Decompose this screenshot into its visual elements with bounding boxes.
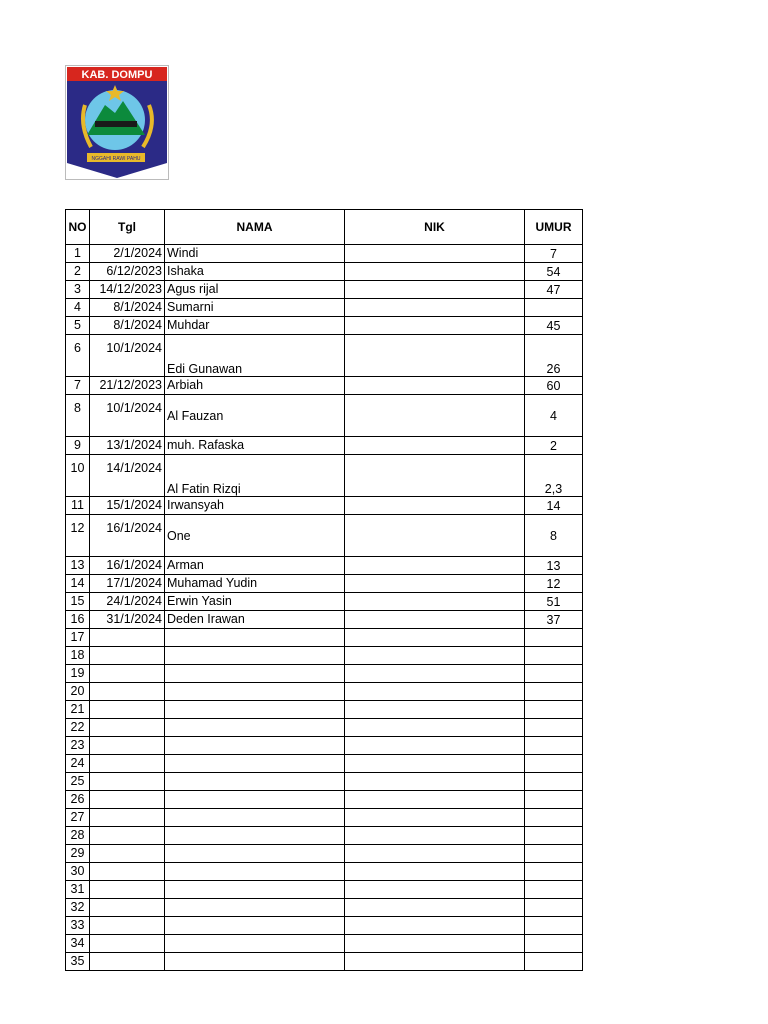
- cell-tgl: [90, 755, 165, 773]
- cell-no: 3: [66, 281, 90, 299]
- cell-umur: 12: [525, 575, 583, 593]
- table-row: [66, 299, 583, 317]
- cell-nik: [345, 455, 525, 497]
- cell-tgl: 21/12/2023: [90, 377, 165, 395]
- cell-tgl: [90, 683, 165, 701]
- cell-no: 9: [66, 437, 90, 455]
- cell-umur: [525, 845, 583, 863]
- table-row: [66, 455, 583, 497]
- cell-nama: Erwin Yasin: [165, 593, 345, 611]
- cell-nik: [345, 773, 525, 791]
- cell-nama: Muhdar: [165, 317, 345, 335]
- cell-no: 30: [66, 863, 90, 881]
- cell-nama: [165, 899, 345, 917]
- cell-umur: [525, 827, 583, 845]
- cell-no: 17: [66, 629, 90, 647]
- table-row: [66, 437, 583, 455]
- table-row: [66, 335, 583, 377]
- registration-table: [65, 209, 583, 971]
- cell-nik: [345, 845, 525, 863]
- cell-tgl: 16/1/2024: [90, 515, 165, 557]
- cell-umur: [525, 863, 583, 881]
- cell-umur: 54: [525, 263, 583, 281]
- col-header-no: NO: [66, 210, 90, 245]
- cell-tgl: 16/1/2024: [90, 557, 165, 575]
- cell-no: 4: [66, 299, 90, 317]
- cell-umur: [525, 737, 583, 755]
- cell-nama: [165, 629, 345, 647]
- table-row: [66, 377, 583, 395]
- cell-tgl: [90, 629, 165, 647]
- cell-nik: [345, 827, 525, 845]
- kab-dompu-crest-icon: [65, 65, 169, 180]
- cell-nik: [345, 281, 525, 299]
- cell-no: 28: [66, 827, 90, 845]
- cell-umur: 60: [525, 377, 583, 395]
- cell-no: 16: [66, 611, 90, 629]
- cell-no: 7: [66, 377, 90, 395]
- cell-nik: [345, 863, 525, 881]
- cell-tgl: [90, 917, 165, 935]
- cell-no: 31: [66, 881, 90, 899]
- cell-tgl: [90, 953, 165, 971]
- cell-umur: [525, 647, 583, 665]
- cell-nik: [345, 881, 525, 899]
- cell-tgl: 14/1/2024: [90, 455, 165, 497]
- cell-no: 8: [66, 395, 90, 437]
- cell-umur: [525, 953, 583, 971]
- cell-nik: [345, 809, 525, 827]
- cell-nama: Ishaka: [165, 263, 345, 281]
- cell-nama: [165, 917, 345, 935]
- logo-title: KAB. DOMPU: [81, 69, 153, 81]
- cell-tgl: [90, 899, 165, 917]
- table-row: [66, 245, 583, 263]
- cell-nik: [345, 683, 525, 701]
- cell-umur: 26: [525, 335, 583, 377]
- cell-umur: 51: [525, 593, 583, 611]
- cell-nik: [345, 647, 525, 665]
- table-header-row: [66, 210, 583, 245]
- table-row: [66, 953, 583, 971]
- cell-nik: [345, 497, 525, 515]
- table-row: [66, 395, 583, 437]
- cell-no: 19: [66, 665, 90, 683]
- table-row: [66, 737, 583, 755]
- table-row: [66, 917, 583, 935]
- cell-tgl: 17/1/2024: [90, 575, 165, 593]
- cell-nama: [165, 683, 345, 701]
- cell-tgl: 13/1/2024: [90, 437, 165, 455]
- logo-motto: NGGAHI RAWI PAHU: [91, 156, 141, 162]
- cell-nama: [165, 791, 345, 809]
- table-row: [66, 881, 583, 899]
- table-row: [66, 719, 583, 737]
- cell-nik: [345, 557, 525, 575]
- cell-tgl: [90, 791, 165, 809]
- col-header-tgl: Tgl: [90, 210, 165, 245]
- cell-umur: 7: [525, 245, 583, 263]
- cell-tgl: [90, 827, 165, 845]
- cell-nama: [165, 827, 345, 845]
- table-row: [66, 791, 583, 809]
- cell-nik: [345, 629, 525, 647]
- table-row: [66, 665, 583, 683]
- table-row: [66, 899, 583, 917]
- table-row: [66, 827, 583, 845]
- cell-tgl: [90, 737, 165, 755]
- cell-nama: Arbiah: [165, 377, 345, 395]
- table-row: [66, 809, 583, 827]
- cell-umur: [525, 701, 583, 719]
- cell-no: 25: [66, 773, 90, 791]
- cell-nama: Al Fauzan: [165, 395, 345, 437]
- cell-umur: [525, 683, 583, 701]
- table-row: [66, 515, 583, 557]
- cell-tgl: 24/1/2024: [90, 593, 165, 611]
- cell-tgl: [90, 881, 165, 899]
- cell-tgl: 15/1/2024: [90, 497, 165, 515]
- cell-tgl: [90, 863, 165, 881]
- cell-no: 34: [66, 935, 90, 953]
- cell-nama: [165, 863, 345, 881]
- table-row: [66, 611, 583, 629]
- cell-no: 18: [66, 647, 90, 665]
- table-row: [66, 557, 583, 575]
- table-body: [66, 245, 583, 971]
- cell-no: 2: [66, 263, 90, 281]
- cell-umur: [525, 935, 583, 953]
- cell-nik: [345, 263, 525, 281]
- cell-tgl: [90, 845, 165, 863]
- table-row: [66, 281, 583, 299]
- cell-no: 15: [66, 593, 90, 611]
- table-row: [66, 683, 583, 701]
- cell-nik: [345, 515, 525, 557]
- cell-umur: 37: [525, 611, 583, 629]
- cell-tgl: 8/1/2024: [90, 299, 165, 317]
- cell-nama: Sumarni: [165, 299, 345, 317]
- cell-no: 6: [66, 335, 90, 377]
- cell-no: 14: [66, 575, 90, 593]
- cell-no: 22: [66, 719, 90, 737]
- cell-umur: [525, 629, 583, 647]
- table-row: [66, 575, 583, 593]
- table-row: [66, 845, 583, 863]
- cell-nama: Al Fatin Rizqi: [165, 455, 345, 497]
- cell-nama: [165, 737, 345, 755]
- cell-nama: Muhamad Yudin: [165, 575, 345, 593]
- cell-nama: Irwansyah: [165, 497, 345, 515]
- cell-umur: 13: [525, 557, 583, 575]
- table-row: [66, 701, 583, 719]
- cell-no: 20: [66, 683, 90, 701]
- cell-no: 32: [66, 899, 90, 917]
- cell-no: 21: [66, 701, 90, 719]
- col-header-nik: NIK: [345, 210, 525, 245]
- cell-nik: [345, 575, 525, 593]
- cell-umur: [525, 773, 583, 791]
- cell-tgl: 8/1/2024: [90, 317, 165, 335]
- cell-nama: [165, 953, 345, 971]
- cell-nama: [165, 719, 345, 737]
- cell-umur: 8: [525, 515, 583, 557]
- cell-umur: [525, 719, 583, 737]
- cell-no: 13: [66, 557, 90, 575]
- cell-no: 23: [66, 737, 90, 755]
- cell-tgl: 10/1/2024: [90, 395, 165, 437]
- cell-nik: [345, 611, 525, 629]
- cell-tgl: 2/1/2024: [90, 245, 165, 263]
- table-row: [66, 317, 583, 335]
- cell-umur: 47: [525, 281, 583, 299]
- cell-nama: muh. Rafaska: [165, 437, 345, 455]
- cell-nama: [165, 809, 345, 827]
- cell-nama: Agus rijal: [165, 281, 345, 299]
- table-row: [66, 593, 583, 611]
- cell-nik: [345, 335, 525, 377]
- table-row: [66, 629, 583, 647]
- cell-nik: [345, 317, 525, 335]
- cell-tgl: [90, 773, 165, 791]
- cell-nik: [345, 935, 525, 953]
- cell-nik: [345, 791, 525, 809]
- cell-nik: [345, 437, 525, 455]
- cell-umur: [525, 809, 583, 827]
- cell-tgl: [90, 665, 165, 683]
- cell-umur: [525, 899, 583, 917]
- table-row: [66, 497, 583, 515]
- cell-nama: [165, 647, 345, 665]
- cell-tgl: [90, 647, 165, 665]
- cell-no: 1: [66, 245, 90, 263]
- table-row: [66, 755, 583, 773]
- cell-tgl: 6/12/2023: [90, 263, 165, 281]
- cell-nama: [165, 845, 345, 863]
- cell-nama: Arman: [165, 557, 345, 575]
- cell-umur: 45: [525, 317, 583, 335]
- cell-tgl: 10/1/2024: [90, 335, 165, 377]
- cell-umur: [525, 299, 583, 317]
- cell-nama: [165, 701, 345, 719]
- cell-nik: [345, 755, 525, 773]
- cell-umur: 14: [525, 497, 583, 515]
- cell-nik: [345, 395, 525, 437]
- cell-umur: 4: [525, 395, 583, 437]
- cell-tgl: [90, 809, 165, 827]
- cell-no: 27: [66, 809, 90, 827]
- cell-umur: [525, 791, 583, 809]
- cell-no: 5: [66, 317, 90, 335]
- cell-nik: [345, 953, 525, 971]
- cell-no: 11: [66, 497, 90, 515]
- cell-nama: Windi: [165, 245, 345, 263]
- cell-no: 24: [66, 755, 90, 773]
- table-row: [66, 647, 583, 665]
- cell-nik: [345, 593, 525, 611]
- cell-nik: [345, 899, 525, 917]
- cell-nik: [345, 665, 525, 683]
- table-row: [66, 935, 583, 953]
- cell-nama: One: [165, 515, 345, 557]
- table-row: [66, 263, 583, 281]
- cell-umur: [525, 917, 583, 935]
- cell-no: 35: [66, 953, 90, 971]
- cell-nik: [345, 377, 525, 395]
- cell-nama: [165, 773, 345, 791]
- cell-nama: [165, 881, 345, 899]
- cell-no: 10: [66, 455, 90, 497]
- cell-tgl: 14/12/2023: [90, 281, 165, 299]
- table-row: [66, 863, 583, 881]
- cell-umur: [525, 881, 583, 899]
- cell-nik: [345, 917, 525, 935]
- cell-nama: Edi Gunawan: [165, 335, 345, 377]
- cell-no: 29: [66, 845, 90, 863]
- cell-nik: [345, 701, 525, 719]
- cell-umur: [525, 665, 583, 683]
- cell-nik: [345, 245, 525, 263]
- cell-umur: 2: [525, 437, 583, 455]
- cell-no: 12: [66, 515, 90, 557]
- cell-tgl: [90, 701, 165, 719]
- cell-nik: [345, 737, 525, 755]
- cell-tgl: [90, 935, 165, 953]
- cell-umur: [525, 755, 583, 773]
- col-header-nama: NAMA: [165, 210, 345, 245]
- cell-nik: [345, 719, 525, 737]
- cell-nama: [165, 755, 345, 773]
- cell-no: 33: [66, 917, 90, 935]
- cell-tgl: [90, 719, 165, 737]
- cell-nik: [345, 299, 525, 317]
- cell-nama: [165, 935, 345, 953]
- table-row: [66, 773, 583, 791]
- cell-nama: Deden Irawan: [165, 611, 345, 629]
- col-header-umur: UMUR: [525, 210, 583, 245]
- cell-nama: [165, 665, 345, 683]
- cell-umur: 2,3: [525, 455, 583, 497]
- cell-tgl: 31/1/2024: [90, 611, 165, 629]
- cell-no: 26: [66, 791, 90, 809]
- kab-dompu-logo: [65, 65, 169, 180]
